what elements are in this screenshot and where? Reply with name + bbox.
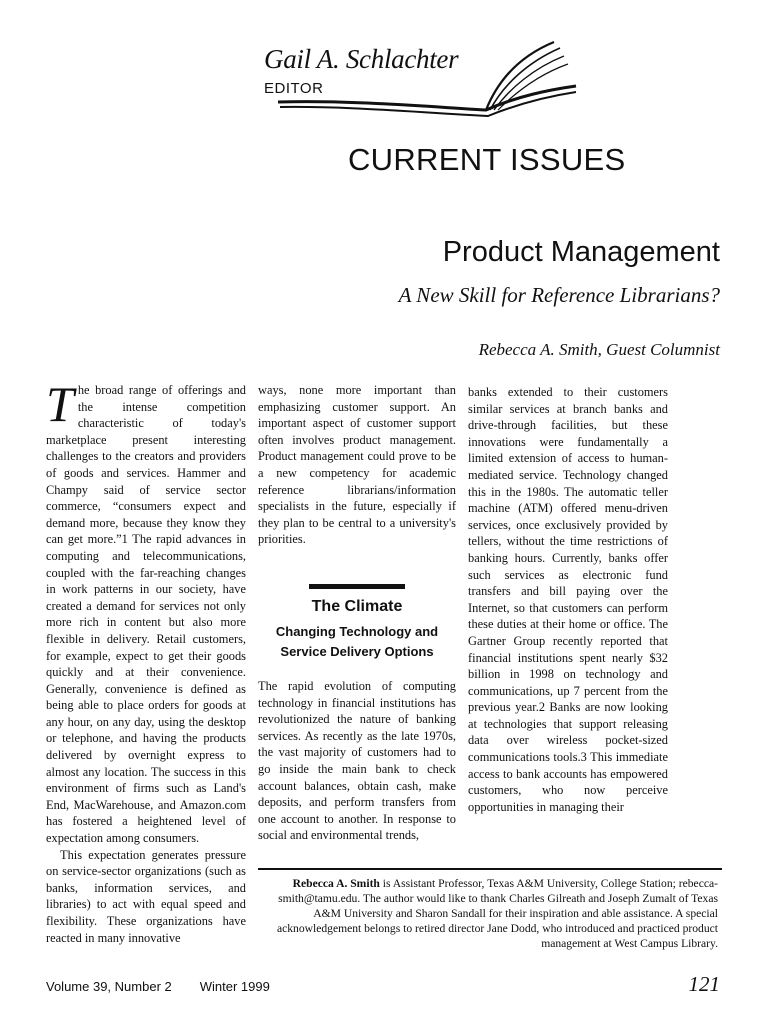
text-column-1 xyxy=(46,376,246,946)
heading-rule xyxy=(309,584,405,589)
paragraph: banks extended to their customers similar services at branch banks and drive-through facilities, but these innovations were fundamentally a limited extension of access to human-mediated service. Technology changed this in the 1980s. The automatic teller machine (ATM) offered menu-driven services, once exclusively provided by tellers, without the time restrictions of banking hours. Currently, banks offer such services as electronic fund transfers and bill paying over the Internet, so that customers can perform these duties at their home or office. The Gartner Group recently reported that financial institutions spent nearly $32 billion in 1998 on technology and communications, up 7 percent from the previous year.2 Banks are now looking at technologies that support releasing data over wireless pocket-sized communications tools.3 This immediate access to bank accounts has empowered customers, who now perceive opportunities in managing their xyxy=(468,385,668,814)
masthead-editor-role: EDITOR xyxy=(264,80,324,97)
text-column-2-lower xyxy=(258,678,456,844)
drop-cap: T xyxy=(46,376,74,432)
section-title: CURRENT ISSUES xyxy=(348,142,626,177)
text-column-2 xyxy=(258,382,456,548)
footer-issue-info xyxy=(46,979,298,994)
byline: Rebecca A. Smith, Guest Columnist xyxy=(478,340,720,359)
page-number: 121 xyxy=(688,972,720,996)
bio-divider xyxy=(258,868,722,870)
article-subtitle: A New Skill for Reference Librarians? xyxy=(398,283,720,307)
open-book-icon xyxy=(258,40,578,130)
author-bio-text: is Assistant Professor, Texas A&M University, College Station; rebecca-smith@tamu.edu. The author would like to thank Charles Gilreath and Joseph Zumalt of Texas A&M University and Sharon Sandall for their inspiration and able assistance. A special acknowledgement belongs to retired director Jane Dodd, who introduced and practiced product management at West Campus Library. xyxy=(276,877,718,950)
section-heading xyxy=(258,584,456,662)
masthead-editor-name: Gail A. Schlachter xyxy=(264,44,459,74)
footer-volume: Volume 39, Number 2 xyxy=(46,979,172,994)
paragraph xyxy=(46,376,246,847)
article-title: Product Management xyxy=(442,236,720,268)
paragraph: ways, none more important than emphasizing customer support. An important aspect of customer support often involves product management. Product management could prove to be a new competency for academic reference librarians/information specialists in the future, especially if they plan to be central to a university's priorities. xyxy=(258,383,456,547)
author-bio-name: Rebecca A. Smith xyxy=(292,877,380,890)
heading-main: The Climate xyxy=(311,598,403,615)
paragraph: This expectation generates pressure on service-sector organizations (such as banks, information services, and libraries) to act with equal speed and flexibility. These organizations have reacted in many innovative xyxy=(46,847,246,945)
text-column-3 xyxy=(468,384,668,815)
paragraph-text: he broad range of offerings and the intense competition characteristic of today's marketplace present interesting challenges to the creators and providers of goods and services. Hammer and Champy said of service sector commerce, “consumers expect and demand more, because they know they can get more.”1 The rapid advances in computing and telecommunications, coupled with the far-reaching changes in work patterns in our society, have created a demand for services not only more rich in content but also more flexible in delivery. Retail customers, for example, expect to get their goods quickly and at their convenience. Generally, convenience is defined as being able to place orders for goods at any hour, on any day, using the desktop or telephone, and having the products delivered by overnight express to almost any location. The success in this environment of firms such as Land's End, MacWarehouse, and Amazon.com has fostered a heightened level of expectation among consumers. xyxy=(46,383,246,846)
author-bio xyxy=(258,876,718,951)
heading-subtitle: Changing Technology and Service Delivery Options xyxy=(275,624,439,659)
paragraph: The rapid evolution of computing technology in financial institutions has revolutionized the nature of banking services. As recently as the late 1970s, the vast majority of customers had to go inside the main bank to check account balances, obtain cash, make deposits, and perform transfers from one account to another. In response to social and environmental trends, xyxy=(258,679,456,843)
footer-season: Winter 1999 xyxy=(199,979,270,994)
